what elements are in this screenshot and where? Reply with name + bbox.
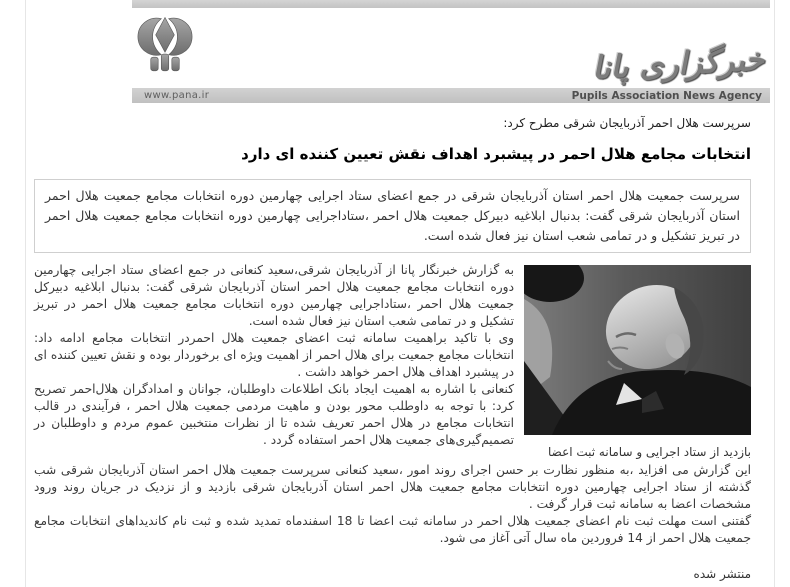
header-banner — [132, 0, 770, 103]
paragraph-5: گفتنی است مهلت ثبت نام اعضای جمعیت هلال احمر در سامانه ثبت اعضا تا 18 اسفندماه تمدید شده و ثبت نام کاندیداهای انتخابات مجامع جمعیت هلال احمر از 14 فروردین ماه سال آتی آغاز می شود. — [34, 514, 751, 545]
paragraph-2: وی با تاکید براهمیت سامانه ثبت اعضای جمعیت هلال احمردر انتخابات مجامع ادامه داد: انتخابات مجامع جمعیت برای هلال احمر از اهمیت ویژه ای برخوردار بوده و نقش تعیین کننده ای در پیشبرد اهداف هلال احمر خواهد داشت . — [34, 331, 514, 379]
kicker: سرپرست هلال احمر آذربایجان شرقی مطرح کرد: — [503, 116, 751, 130]
paragraph-1: به گزارش خبرنگار پانا از آذربایجان شرقی،سعید کنعانی در جمع اعضای ستاد اجرایی چهارمین دوره انتخابات مجامع جمعیت هلال احمر استان آذربایجان شرقی گفت: بدنبال ابلاغیه دبیرکل جمعیت هلال احمر ،ستاداجرایی چهارمین دوره انتخابات مجامع جمعیت هلال احمر در تبریز تشکیل و در تمامی شعب استان نیز فعال شده است. — [34, 263, 514, 328]
article-figure — [524, 265, 751, 460]
article-body — [34, 262, 751, 547]
paragraph-3: کنعانی با اشاره به اهمیت ایجاد بانک اطلاعات داوطلبان، جوانان و امدادگران هلال‌احمر تصریح کرد: با توجه به داوطلب محور بودن و ماهیت مردمی جمعیت هلال احمر ، فرآیندی در قالب انتخابات مجامع در هلال احمر تعریف شده تا از نظرات منتخبین عموم مردم و داوطلبان در تصمیم‌گیری‌های جمعیت هلال احمر استفاده گردد . — [34, 382, 514, 447]
agency-calligraphy: خبرگزاری پانا — [590, 41, 765, 87]
banner-bottom-bar — [132, 88, 770, 103]
photo-caption: بازدید از ستاد اجرایی و سامانه ثبت اعضا — [548, 445, 751, 459]
pana-emblem-icon — [134, 13, 196, 83]
portrait-photo — [524, 265, 751, 435]
banner-main — [132, 8, 770, 88]
publish-status: منتشر شده — [693, 567, 751, 581]
site-url: www.pana.ir — [144, 90, 210, 101]
article-content — [26, 116, 774, 581]
article-page — [25, 0, 775, 587]
banner-top-bar — [132, 0, 770, 8]
headline: انتخابات مجامع هلال احمر در پیشبرد اهداف نقش تعیین کننده ای دارد — [241, 145, 751, 163]
paragraph-4: این گزارش می افزاید ،به منظور نظارت بر حسن اجرای روند امور ،سعید کنعانی سرپرست جمعیت هلال احمر استان آذربایجان شرقی شب گذشته از ستاد اجرایی چهارمین دوره انتخابات مجامع جمعیت هلال احمر استان آذربایجان شرقی بازدید و از نزدیک در جریان روند ورود مشخصات اعضا به سامانه ثبت قرار گرفت . — [34, 463, 751, 511]
lead-paragraph: سرپرست جمعیت هلال احمر استان آذربایجان شرقی در جمع اعضای ستاد اجرایی چهارمین دوره انتخابات مجامع جمعیت هلال احمر استان آذربایجان شرقی گفت: بدنبال ابلاغیه دبیرکل جمعیت هلال احمر ،ستاداجرایی چهارمین دوره انتخابات مجامع جمعیت هلال احمر در تبریز تشکیل و در تمامی شعب استان نیز فعال شده است. — [34, 179, 751, 253]
agency-name-en: Pupils Association News Agency — [571, 89, 762, 102]
